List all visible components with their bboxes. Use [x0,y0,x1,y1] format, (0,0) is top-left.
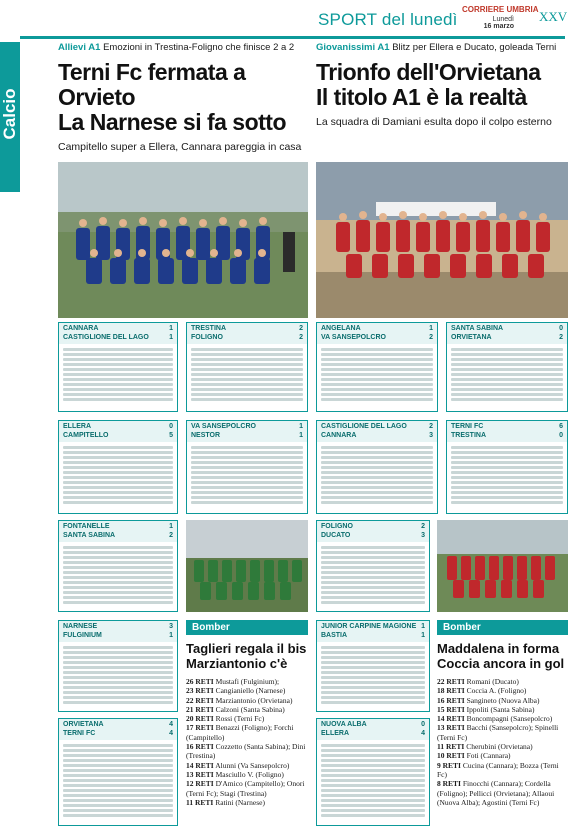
home-team: TERNI FC [451,423,484,430]
away-team: SANTA SABINA [63,531,116,539]
match-card [316,620,430,712]
left-article [58,42,308,154]
home-team: FONTANELLE [63,523,110,530]
home-team: TRESTINA [191,325,226,332]
scorer-line: 15 RETI Ippoliti (Santa Sabina) [437,704,535,714]
home-score: 2 [299,325,303,332]
section-title: SPORT del lunedì [318,10,458,29]
away-team: BASTIA [321,631,348,639]
away-score: 2 [429,333,433,341]
home-team: VA SANSEPOLCRO [191,423,256,430]
away-score: 3 [429,431,433,439]
left-deck: Campitello super a Ellera, Cannara pareggia in casa [58,141,302,153]
bomber-right-title: Bomber [437,620,568,635]
away-score: 4 [169,729,173,737]
scorer-line: 21 RETI Calzoni (Santa Sabina) [186,704,285,714]
scorer-line: 17 RETI Benazzi (Foligno); Forchi (Campitello) [186,723,294,742]
team-photo-small-2 [437,520,568,612]
away-score: 0 [559,431,563,439]
away-team: FULGINIUM [63,631,102,639]
scorer-line: 8 RETI Finocchi (Cannara); Cordella (Foligno); Pellicci (Orvietana); Allaoui (Nuova Alba); Agostini (Terni Fc) [437,779,555,807]
scorer-line: 16 RETI Cozzetto (Santa Sabina); Dini (Trestina) [186,742,306,761]
scorer-line: 22 RETI Romani (Ducato) [437,677,519,686]
scorer-line: 26 RETI Mustafi (Fulginium); [186,677,280,686]
sidebar-label-text: Calcio [0,88,19,140]
match-card [186,420,308,514]
match-card [316,322,438,412]
home-team: ELLERA [63,423,91,430]
away-team: CAMPITELLO [63,431,109,439]
header-rule [20,36,565,39]
scorer-line: 20 RETI Rossi (Terni Fc) [186,714,265,724]
scorer-line: 18 RETI Coccia A. (Foligno) [437,686,527,696]
match-card [58,520,178,612]
match-card [316,420,438,514]
away-team: ORVIETANA [451,333,492,341]
bomber-right [437,620,568,807]
home-score: 1 [169,523,173,530]
bomber-left [186,620,308,807]
match-card [446,322,568,412]
scorer-line: 14 RETI Boncompagni (Sansepolcro) [437,714,553,724]
away-team: NESTOR [191,431,221,439]
away-score: 2 [299,333,303,341]
home-team: NUOVA ALBA [321,721,367,728]
left-headline [58,60,308,135]
scorer-line: 22 RETI Marziantonio (Orvietana) [186,695,293,705]
right-kicker-category: Giovanissimi A1 [316,42,390,53]
left-headline-line1: Terni Fc fermata a Orvieto [58,59,246,110]
home-score: 1 [429,325,433,332]
left-kicker-text: Emozioni in Trestina-Foligno che finisce 2 a 2 [103,42,295,53]
bomber-left-headline: Taglieri regala il bis Marziantonio c'è [186,641,307,671]
away-team: CASTIGLIONE DEL LAGO [63,333,149,341]
scorer-line: 12 RETI D'Amico (Campitello); Onori (Terni Fc); Stagi (Trestina) [186,779,305,798]
away-team: TRESTINA [451,431,486,439]
home-score: 3 [169,623,173,630]
home-team: ORVIETANA [63,721,104,728]
team-photo-small-1 [186,520,308,612]
match-card [58,420,178,514]
home-team: SANTA SABINA [451,325,504,332]
logo-word-2: UMBRIA [506,5,539,14]
away-team: ELLERA [321,729,349,737]
left-headline-line2: La Narnese si fa sotto [58,109,287,135]
bomber-right-headline: Maddalena in forma Coccia ancora in gol [437,641,565,671]
left-kicker [58,42,308,54]
match-card [186,322,308,412]
home-score: 4 [169,721,173,728]
right-headline-line2: Il titolo A1 è la realtà [316,84,527,110]
right-headline-line1: Trionfo dell'Orvietana [316,59,541,85]
away-score: 4 [421,729,425,737]
away-team: DUCATO [321,531,351,539]
scorer-line: 16 RETI Sangineto (Nuova Alba) [437,695,540,705]
away-team: FOLIGNO [191,333,223,341]
right-kicker-text: Blitz per Ellera e Ducato, goleada Terni [392,42,557,53]
away-score: 3 [421,531,425,539]
away-team: TERNI FC [63,729,96,737]
logo-date: 16 marzo [483,23,514,30]
home-team: NARNESE [63,623,98,630]
right-deck: La squadra di Damiani esulta dopo il colpo esterno [316,116,552,128]
away-score: 2 [559,333,563,341]
sidebar-label [0,44,20,184]
right-kicker [316,42,568,54]
home-score: 1 [169,325,173,332]
left-kicker-category: Allievi A1 [58,42,101,53]
away-team: VA SANSEPOLCRO [321,333,386,341]
match-card [58,620,178,712]
scorer-line: 23 RETI Cangianiello (Narnese) [186,686,286,696]
scorer-line: 13 RETI Masciullo V. (Foligno) [186,769,284,779]
home-score: 1 [299,423,303,430]
home-score: 6 [559,423,563,430]
match-card [316,718,430,826]
home-team: ANGELANA [321,325,361,332]
home-team: CASTIGLIONE DEL LAGO [321,423,407,430]
match-card [446,420,568,514]
right-article [316,42,568,129]
scorer-line: 13 RETI Bacchi (Sansepolcro); Spinelli (Terni Fc) [437,723,559,742]
home-score: 0 [421,721,425,728]
match-card [58,718,178,826]
home-team: CANNARA [63,325,99,332]
home-score: 0 [169,423,173,430]
home-team: FOLIGNO [321,523,353,530]
scorer-line: 11 RETI Cherubini (Orvietana) [437,742,533,752]
away-team: CANNARA [321,431,357,439]
away-score: 5 [169,431,173,439]
away-score: 1 [169,631,173,639]
scorer-line: 14 RETI Alunni (Va Sansepolcro) [186,760,290,770]
away-score: 1 [421,631,425,639]
page-header [0,0,580,40]
away-score: 1 [299,431,303,439]
scorer-line: 9 RETI Cucina (Cannara); Bozza (Terni Fc) [437,760,559,779]
logo-day: Lunedì [492,16,514,23]
home-score: 2 [429,423,433,430]
bomber-left-title: Bomber [186,620,308,635]
newspaper-logo [462,5,539,35]
right-headline [316,60,568,110]
team-photo-giovanissimi [316,162,568,318]
logo-word-1: CORRIERE [462,5,505,14]
home-score: 1 [421,623,425,630]
home-score: 0 [559,325,563,332]
scorer-line: 10 RETI Foti (Cannara) [437,751,511,761]
away-score: 1 [169,333,173,341]
page-number: XXV [539,9,568,24]
match-card [58,322,178,412]
team-photo-allievi [58,162,308,318]
home-score: 2 [421,523,425,530]
home-team: JUNIOR CARPINE MAGIONE [321,623,417,630]
match-card [316,520,430,612]
scorer-line: 11 RETI Ratini (Narnese) [186,797,265,807]
away-score: 2 [169,531,173,539]
